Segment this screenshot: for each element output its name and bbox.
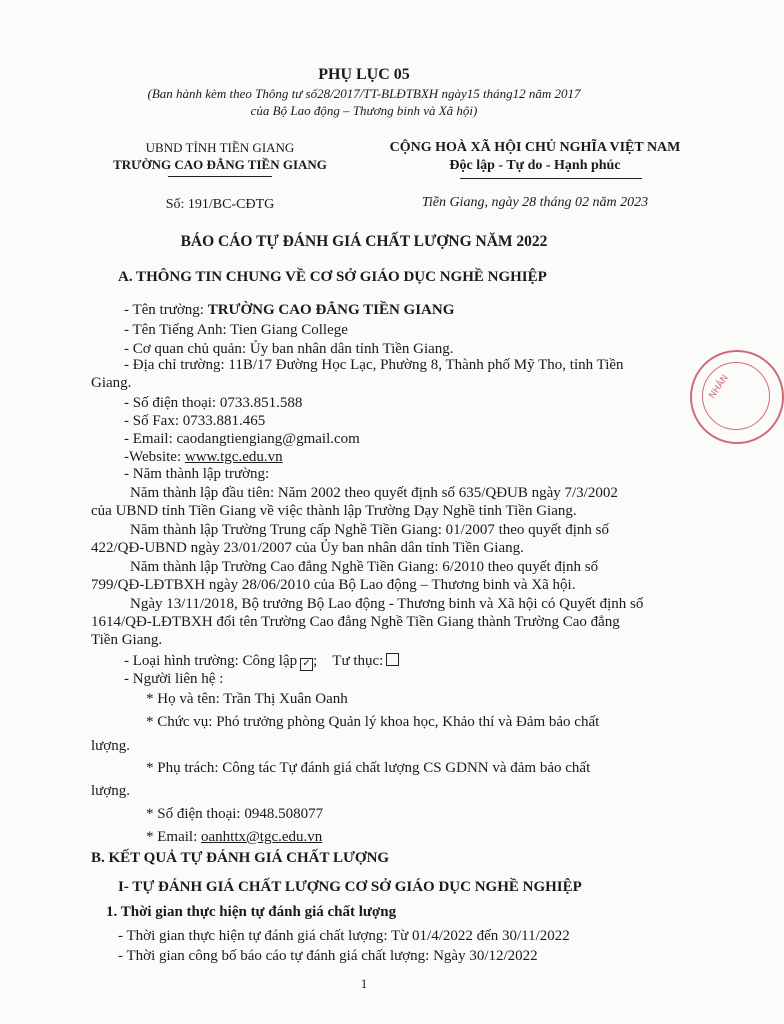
school-type-line: - Loại hình trường: Công lập ✓ ; Tư thục: <box>124 652 399 670</box>
school-name-header: TRƯỜNG CAO ĐẲNG TIỀN GIANG <box>113 157 327 172</box>
contact-position-line2: lượng. <box>91 738 130 754</box>
contact-position-line1: * Chức vụ: Phó trưởng phòng Quản lý khoa học, Khảo thí và Đảm bảo chất <box>146 714 600 730</box>
contact-label: - Người liên hệ : <box>124 671 224 687</box>
place-and-date: Tiền Giang, ngày 28 tháng 02 năm 2023 <box>421 195 649 210</box>
school-name-label: - Tên trường: <box>124 302 208 318</box>
section-a-heading: A. THÔNG TIN CHUNG VỀ CƠ SỞ GIÁO DỤC NGHỀ NGHIỆP <box>118 269 547 285</box>
section-b-sub-i: I- TỰ ĐÁNH GIÁ CHẤT LƯỢNG CƠ SỞ GIÁO DỤC NGHỀ NGHIỆP <box>118 879 582 895</box>
appendix-title: PHỤ LỤC 05 <box>318 66 410 83</box>
contact-duty-line1: * Phụ trách: Công tác Tự đánh giá chất lượng CS GDNN và đảm bảo chất <box>146 760 591 776</box>
address-line2: Giang. <box>91 375 132 391</box>
founded-p4-line3: Tiền Giang. <box>91 632 163 648</box>
contact-email-line <box>146 829 322 846</box>
contact-email-link[interactable]: oanhttx@tgc.edu.vn <box>201 829 323 845</box>
appendix-subtitle-line2: của Bộ Lao động – Thương binh và Xã hội) <box>250 103 478 118</box>
contact-name: * Họ và tên: Trần Thị Xuân Oanh <box>146 691 348 707</box>
nation-name: CỘNG HOÀ XÃ HỘI CHỦ NGHĨA VIỆT NAM <box>389 140 681 155</box>
founded-p1-line1: Năm thành lập đầu tiên: Năm 2002 theo quyết định số 635/QĐUB ngày 7/3/2002 <box>130 485 618 501</box>
page-number: 1 <box>360 976 368 991</box>
section-b-heading: B. KẾT QUẢ TỰ ĐÁNH GIÁ CHẤT LƯỢNG <box>91 850 390 866</box>
founded-p4-line1: Ngày 13/11/2018, Bộ trưởng Bộ Lao động - Thương binh và Xã hội có Quyết định số <box>130 596 644 612</box>
english-name: - Tên Tiếng Anh: Tien Giang College <box>124 322 348 338</box>
founded-p3-line1: Năm thành lập Trường Cao đẳng Nghề Tiền Giang: 6/2010 theo quyết định số <box>130 559 599 575</box>
report-title: BÁO CÁO TỰ ĐÁNH GIÁ CHẤT LƯỢNG NĂM 2022 <box>180 233 548 250</box>
website-line <box>124 449 283 466</box>
school-type-label: - Loại hình trường: Công lập <box>124 653 298 669</box>
appendix-subtitle-line1: (Ban hành kèm theo Thông tư số28/2017/TT-BLĐTBXH ngày15 tháng12 năm 2017 <box>147 86 581 101</box>
school-type-private-label: Tư thục: <box>332 653 384 669</box>
section-b-sub-1: 1. Thời gian thực hiện tự đánh giá chất lượng <box>106 904 397 920</box>
header-left-underline <box>168 176 272 177</box>
stamp-text: NHÂN <box>707 373 731 401</box>
publication-time: - Thời gian công bố báo cáo tự đánh giá chất lượng: Ngày 30/12/2022 <box>118 948 538 964</box>
contact-duty-line2: lượng. <box>91 783 130 799</box>
founded-label: - Năm thành lập trường: <box>124 466 270 482</box>
school-fax: - Số Fax: 0733.881.465 <box>124 413 266 429</box>
header-right-underline <box>460 178 642 179</box>
document-number: Số: 191/BC-CĐTG <box>165 197 275 212</box>
founded-p2-line1: Năm thành lập Trường Trung cấp Nghề Tiền Giang: 01/2007 theo quyết định số <box>130 522 609 538</box>
official-stamp <box>690 350 784 444</box>
national-motto: Độc lập - Tự do - Hạnh phúc <box>449 158 621 173</box>
address-line1: - Địa chỉ trường: 11B/17 Đường Học Lạc, Phường 8, Thành phố Mỹ Tho, tỉnh Tiền <box>124 357 624 373</box>
founded-p1-line2: của UBND tỉnh Tiền Giang về việc thành lập Trường Dạy Nghề tỉnh Tiền Giang. <box>91 503 577 519</box>
school-name-line <box>124 302 454 319</box>
website-link[interactable]: www.tgc.edu.vn <box>184 449 283 465</box>
private-checkbox[interactable] <box>386 653 399 666</box>
school-name-value: TRƯỜNG CAO ĐẲNG TIỀN GIANG <box>207 302 455 318</box>
public-checkbox[interactable]: ✓ <box>300 658 313 671</box>
website-label: -Website: <box>124 449 185 465</box>
governing-body: - Cơ quan chủ quản: Ủy ban nhân dân tỉnh Tiền Giang. <box>124 341 454 357</box>
founded-p2-line2: 422/QĐ-UBND ngày 23/01/2007 của Ủy ban nhân dân tỉnh Tiền Giang. <box>91 540 524 556</box>
agency-name: UBND TỈNH TIỀN GIANG <box>145 140 295 155</box>
evaluation-time: - Thời gian thực hiện tự đánh giá chất lượng: Từ 01/4/2022 đến 30/11/2022 <box>118 928 570 944</box>
founded-p3-line2: 799/QĐ-LĐTBXH ngày 28/06/2010 của Bộ Lao động – Thương binh và Xã hội. <box>91 577 576 593</box>
contact-phone: * Số điện thoại: 0948.508077 <box>146 806 324 822</box>
school-email: - Email: caodangtiengiang@gmail.com <box>124 431 360 447</box>
contact-email-label: * Email: <box>146 829 201 845</box>
founded-p4-line2: 1614/QĐ-LĐTBXH đổi tên Trường Cao đẳng Nghề Tiền Giang thành Trường Cao đẳng <box>91 614 620 630</box>
school-phone: - Số điện thoại: 0733.851.588 <box>124 395 303 411</box>
